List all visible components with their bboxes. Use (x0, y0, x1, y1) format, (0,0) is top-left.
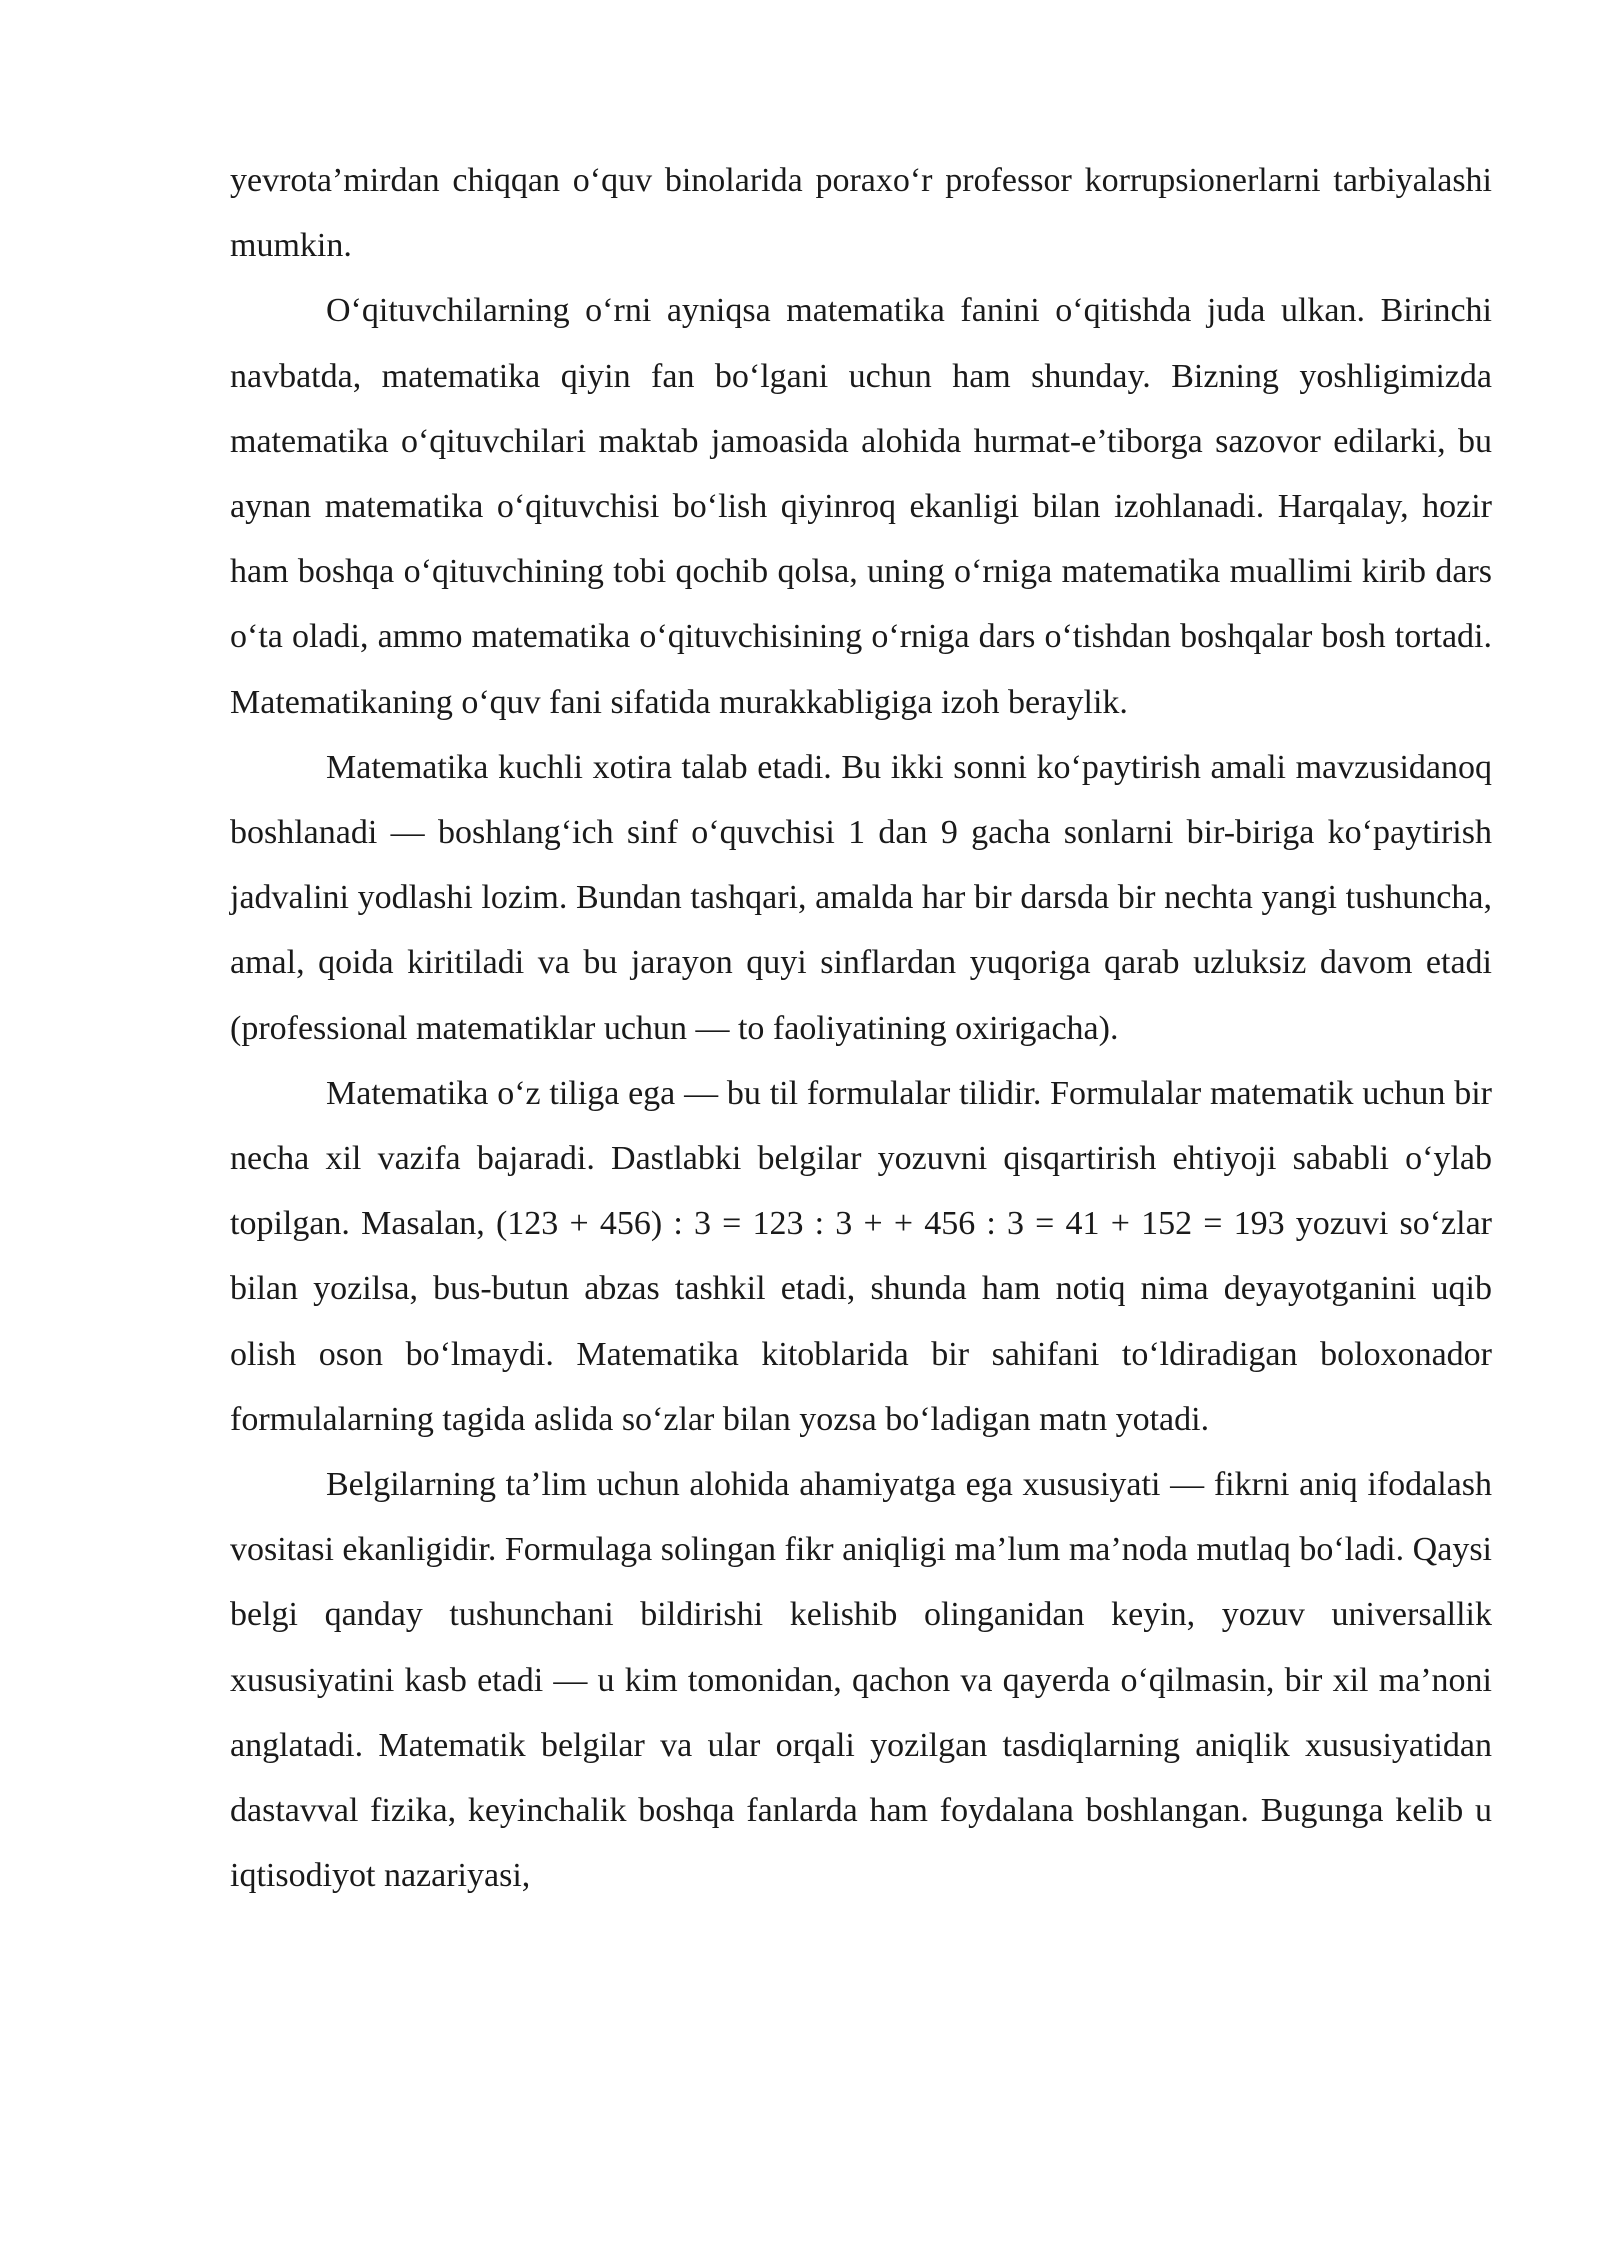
paragraph: Belgilarning ta’lim uchun alohida ahamiyatga ega xususiyati — fikrni aniq ifodalash vositasi ekanligidir. Formulaga solingan fikr aniqligi ma’lum ma’noda mutlaq bo‘ladi. Qaysi belgi qanday tushunchani bildirishi kelishib olinganidan keyin, yozuv universallik xususiyatini kasb etadi — u kim tomonidan, qachon va qayerda o‘qilmasin, bir xil ma’noni anglatadi. Matematik belgilar va ular orqali yozilgan tasdiqlarning aniqlik xususiyatidan dastavval fizika, keyinchalik boshqa fanlarda ham foydalana boshlangan. Bugunga kelib u iqtisodiyot nazariyasi, (230, 1466, 1492, 1895)
paragraph: O‘qituvchilarning o‘rni ayniqsa matematika fanini o‘qitishda juda ulkan. Birinchi navbatda, matematika qiyin fan bo‘lgani uchun ham shunday. Bizning yoshligimizda matematika o‘qituvchilari maktab jamoasida alohida hurmat-e’tiborga sazovor edilarki, bu aynan matematika o‘qituvchisi bo‘lish qiyinroq ekanligi bilan izohlanadi. Harqalay, hozir ham boshqa o‘qituvchining tobi qochib qolsa, uning o‘rniga matematika muallimi kirib dars o‘ta oladi, ammo matematika o‘qituvchisining o‘rniga dars o‘tishdan boshqalar bosh tortadi. Matematikaning o‘quv fani sifatida murakkabligiga izoh beraylik. (230, 292, 1492, 721)
paragraph: Matematika kuchli xotira talab etadi. Bu ikki sonni ko‘paytirish amali mavzusidanoq boshlanadi — boshlang‘ich sinf o‘quvchisi 1 dan 9 gacha sonlarni bir-biriga ko‘paytirish jadvalini yodlashi lozim. Bundan tashqari, amalda har bir darsda bir nechta yangi tushuncha, amal, qoida kiritiladi va bu jarayon quyi sinflardan yuqoriga qarab uzluksiz davom etadi (professional matematiklar uchun — to faoliyatining oxirigacha). (230, 748, 1492, 1047)
body-text (230, 148, 1492, 1908)
paragraph: Matematika o‘z tiliga ega — bu til formulalar tilidir. Formulalar matematik uchun bir necha xil vazifa bajaradi. Dastlabki belgilar yozuvni qisqartirish ehtiyoji sababli o‘ylab topilgan. Masalan, (123 + 456) : 3 = 123 : 3 + + 456 : 3 = 41 + 152 = 193 yozuvi so‘zlar bilan yozilsa, bus-butun abzas tashkil etadi, shunda ham notiq nima deyayotganini uqib olish oson bo‘lmaydi. Matematika kitoblarida bir sahifani to‘ldiradigan boloxonador formulalarning tagida aslida so‘zlar bilan yozsa bo‘ladigan matn yotadi. (230, 1074, 1492, 1438)
paragraph-continued: yevrota’mirdan chiqqan o‘quv binolarida poraxo‘r professor korrupsionerlarni tarbiyalashi mumkin. (230, 162, 1492, 265)
